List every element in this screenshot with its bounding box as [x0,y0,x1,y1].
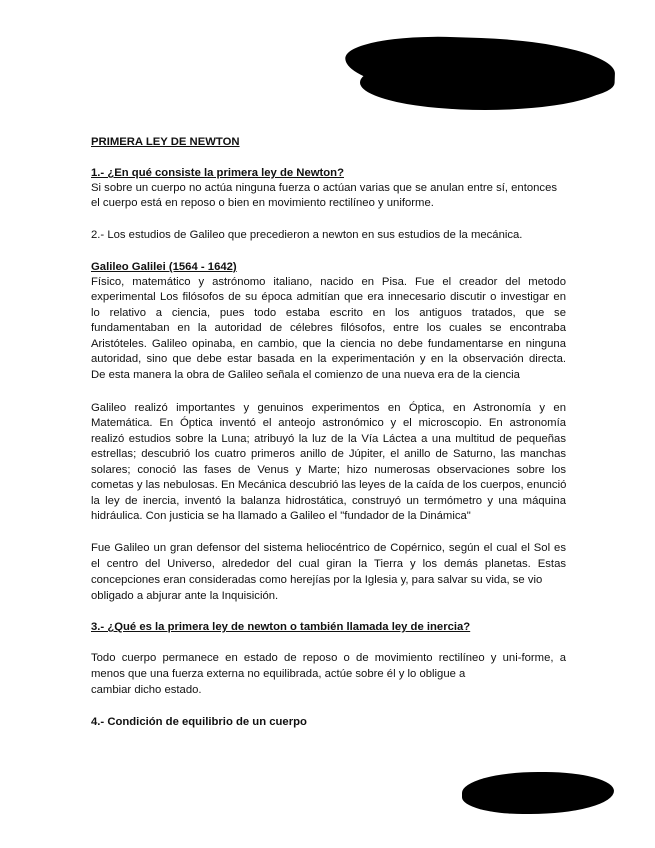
q3-line: Todo cuerpo permanece en estado de reposo o de movimiento rectilíneo y uni-forme, a [91,652,566,664]
q3-heading: 3.- ¿Qué es la primera ley de newton o también llamada ley de inercia? [91,621,471,633]
q1-line: Si sobre un cuerpo no actúa ninguna fuerza o actúan varias que se anulan entre sí, entonces [91,182,557,194]
p1-line: Aristóteles. Galileo opinaba, en cambio, que la ciencia no debe fundamentarse en ninguna [91,338,566,350]
p1-line: autoridad, sino que debe estar basada en la experimentación y en la observación directa. [91,353,566,365]
q2-heading: 2.- Los estudios de Galileo que precedieron a newton en sus estudios de la mecánica. [91,229,523,241]
p2-line: cometas y las nebulosas. En Mecánica descubrió las leyes de la caída de los cuerpos, enunció [91,479,567,491]
p2-line: solares; conoció las fases de Venus y Marte; hizo numerosas observaciones sobre los [91,464,566,476]
q1-line: el cuerpo está en reposo o bien en movimiento rectilíneo y uniforme. [91,197,434,209]
document-title: PRIMERA LEY DE NEWTON [91,136,240,148]
p1-line: experimental Los filósofos de su época admitían que era innecesario discutir o investigar en [91,291,566,303]
redaction-mark-top-fill [360,55,610,110]
q4-heading: 4.- Condición de equilibrio de un cuerpo [91,716,307,728]
q3-line: menos que una fuerza externa no equilibrada, actúe sobre él y lo obligue a [91,668,466,680]
galileo-heading: Galileo Galilei (1564 - 1642) [91,261,237,273]
p2-line: Matemática. En Óptica inventó el anteojo astronómico y el microscopio. En astronomía [91,417,566,429]
p3-line: el centro del Universo, alrededor del cual giran la Tierra y los demás planetas. Estas [91,558,566,570]
p1-line: Físico, matemático y astrónomo italiano, nacido en Pisa. Fue el creador del metodo [91,276,566,288]
p3-line: obligado a abjurar ante la Inquisición. [91,590,279,602]
q3-line: cambiar dicho estado. [91,684,202,696]
p2-line: la ley de inercia, inventó la balanza hidrostática, construyó un termómetro y una máquina [91,495,566,507]
p1-line: fundamentaban en la autoridad de célebres filósofos, entre los cuales se encontraba [91,322,566,334]
p1-line: De esta manera la obra de Galileo señala el comienzo de una nueva era de la ciencia [91,369,520,381]
p3-line: Fue Galileo un gran defensor del sistema heliocéntrico de Copérnico, según el cual el Sol es [91,542,566,554]
redaction-mark-bottom [462,772,614,814]
p2-line: realizó estudios sobre la Luna; atribuyó la luz de la Vía Láctea a una multitud de pequeñas [91,433,566,445]
p3-line: concepciones eran consideradas como herejías por la Iglesia y, para salvar su vida, se vio [91,574,543,586]
p2-line: hidráulica. Con justicia se ha llamado a Galileo el "fundador de la Dinámica" [91,510,471,522]
p2-line: Galileo realizó importantes y genuinos experimentos en Óptica, en Astronomía y en [91,402,566,414]
q1-heading: 1.- ¿En qué consiste la primera ley de Newton? [91,167,344,179]
p1-line: lo relativo a ciencia, pues todo estaba escrito en los antiguos tratados, que se [91,307,566,319]
p2-line: estrellas; descubrió los cuatro primeros anillo de Júpiter, el anillo de Saturno, las manchas [91,448,566,460]
